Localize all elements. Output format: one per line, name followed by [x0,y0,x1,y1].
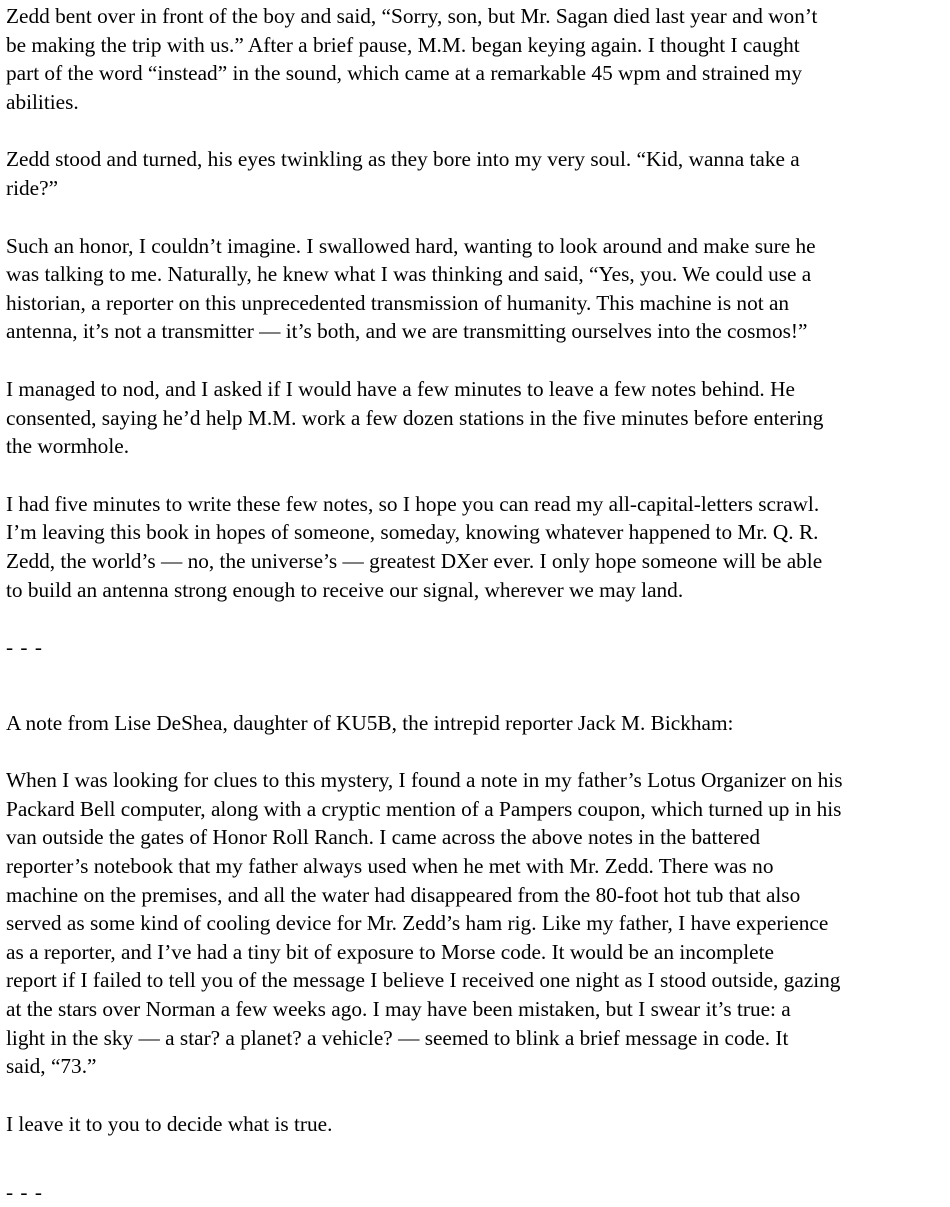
text-line: be making the trip with us.” After a brief pause, M.M. began keying again. I thought I caught [6,32,800,57]
text-line: report if I failed to tell you of the message I believe I received one night as I stood outside, gazing [6,968,841,993]
text-line: said, “73.” [6,1054,97,1079]
section-separator: - - - [6,635,43,660]
text-line: van outside the gates of Honor Roll Ranch. I came across the above notes in the battered [6,825,761,850]
text-line: part of the word “instead” in the sound, which came at a remarkable 45 wpm and strained my [6,61,803,86]
text-line: I managed to nod, and I asked if I would have a few minutes to leave a few notes behind. He [6,376,795,401]
paragraph-zedd-stood [6,145,944,202]
text-line: served as some kind of cooling device for Mr. Zedd’s ham rig. Like my father, I have experience [6,911,829,936]
closing-line: I leave it to you to decide what is true. [6,1111,333,1136]
text-line: consented, saying he’d help M.M. work a few dozen stations in the five minutes before entering [6,405,824,430]
text-line: as a reporter, and I’ve had a tiny bit of exposure to Morse code. It would be an incomplete [6,939,774,964]
text-line: Packard Bell computer, along with a cryptic mention of a Pampers coupon, which turned up in his [6,796,842,821]
paragraph-managed-to-nod [6,375,944,461]
final-separator: - - - [6,1180,43,1204]
text-line: When I was looking for clues to this mystery, I found a note in my father’s Lotus Organizer on his [6,768,843,793]
text-line: to build an antenna strong enough to receive our signal, wherever we may land. [6,577,684,602]
text-line: light in the sky — a star? a planet? a vehicle? — seemed to blink a brief message in code. It [6,1025,789,1050]
text-line: machine on the premises, and all the water had disappeared from the 80-foot hot tub that also [6,882,801,907]
text-line: abilities. [6,89,79,114]
text-line: Zedd bent over in front of the boy and said, “Sorry, son, but Mr. Sagan died last year and won’t [6,4,818,28]
document-page [6,2,944,1204]
paragraph-five-minutes [6,490,944,604]
paragraph-such-an-honor [6,232,944,346]
text-line: the wormhole. [6,434,130,459]
text-line: reporter’s notebook that my father always used when he met with Mr. Zedd. There was no [6,854,774,879]
text-line: I’m leaving this book in hopes of someone, someday, knowing whatever happened to Mr. Q. R. [6,520,819,545]
text-line: Such an honor, I couldn’t imagine. I swallowed hard, wanting to look around and make sure he [6,233,816,258]
text-line: Zedd stood and turned, his eyes twinkling as they bore into my very soul. “Kid, wanna take a [6,147,800,172]
paragraph-note-body [6,766,944,1081]
text-line: antenna, it’s not a transmitter — it’s both, and we are transmitting ourselves into the cosmos!” [6,319,808,344]
text-line: I had five minutes to write these few notes, so I hope you can read my all-capital-letters scrawl. [6,491,820,516]
text-line: ride?” [6,175,59,200]
note-intro: A note from Lise DeShea, daughter of KU5B, the intrepid reporter Jack M. Bickham: [6,710,734,735]
text-line: Zedd, the world’s — no, the universe’s — greatest DXer ever. I only hope someone will be able [6,548,823,573]
text-line: historian, a reporter on this unprecedented transmission of humanity. This machine is not an [6,290,790,315]
paragraph-zedd-bent-over [6,2,944,116]
text-line: at the stars over Norman a few weeks ago. I may have been mistaken, but I swear it’s true: a [6,997,791,1022]
text-line: was talking to me. Naturally, he knew what I was thinking and said, “Yes, you. We could use a [6,262,812,287]
